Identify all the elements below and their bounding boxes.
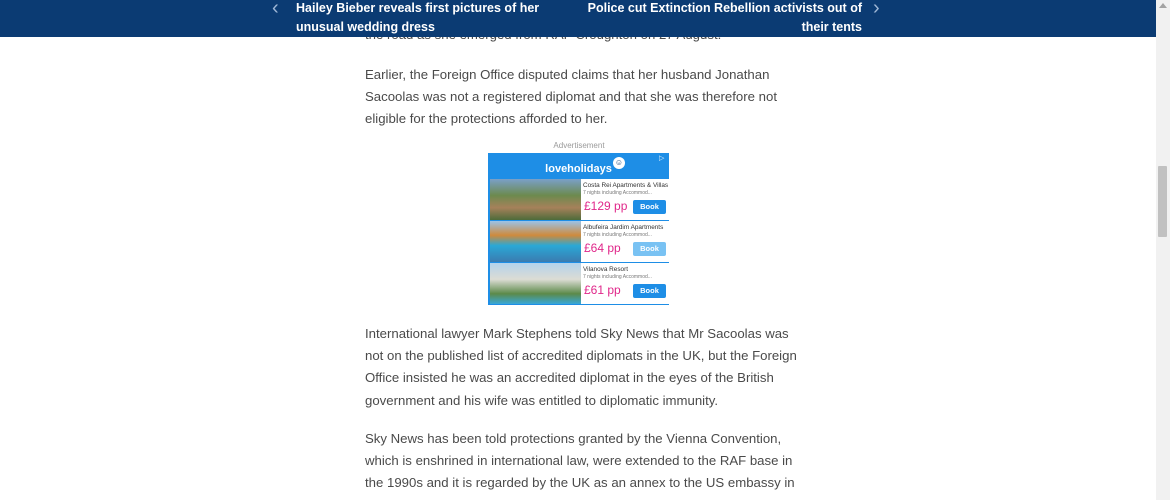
- offer-price: £129 pp: [584, 199, 628, 213]
- offer-price: £61 pp: [584, 283, 621, 297]
- article-paragraph: Sky News has been told protections granted by the Vienna Convention, which is enshrined in international law, were extended to the RAF base in the 1990s and it is regarded by the UK as an annex to the US embassy in: [365, 431, 795, 491]
- ad-offer[interactable]: [490, 179, 669, 220]
- ad-offer[interactable]: [490, 221, 669, 262]
- page-scrollbar[interactable]: [1156, 0, 1170, 500]
- article-paragraph: Earlier, the Foreign Office disputed claims that her husband Jonathan Sacoolas was not a registered diplomat and that she was therefore not eligible for the protections afforded to her.: [365, 67, 777, 127]
- scrollbar-thumb[interactable]: [1158, 166, 1167, 237]
- prev-story-link[interactable]: Hailey Bieber reveals first pictures of her unusual wedding dress: [296, 1, 540, 34]
- offer-name: Costa Rei Apartments & Villas: [583, 182, 669, 189]
- offer-name: Albufeira Jardim Apartments: [583, 224, 664, 231]
- related-stories-bar: [0, 0, 1156, 37]
- chevron-left-icon[interactable]: ‹: [272, 0, 279, 19]
- offer-details: 7 nights including Accommod...: [583, 274, 652, 280]
- hotel-image[interactable]: [490, 179, 581, 220]
- brand-badge-icon: ☺: [614, 158, 624, 167]
- scroll-up-icon[interactable]: [1159, 3, 1167, 8]
- article-paragraph: International lawyer Mark Stephens told Sky News that Mr Sacoolas was not on the published list of accredited diplomats in the UK, but the Foreign Office insisted he was an accredited diplomat in the eyes of the British government and his wife was entitled to diplomatic immunity.: [365, 326, 797, 408]
- adchoices-icon[interactable]: ▷: [659, 155, 665, 162]
- advertisement-banner[interactable]: [488, 153, 669, 305]
- book-button[interactable]: Book: [633, 242, 666, 256]
- offer-name: Vilanova Resort: [583, 266, 628, 273]
- offer-price: £64 pp: [584, 241, 621, 255]
- offer-details: 7 nights including Accommod...: [583, 232, 652, 238]
- ad-offer[interactable]: [490, 263, 669, 304]
- ad-brand-logo[interactable]: loveholidays: [545, 163, 612, 175]
- hotel-image[interactable]: [490, 221, 581, 262]
- offer-details: 7 nights including Accommod...: [583, 190, 652, 196]
- book-button[interactable]: Book: [633, 284, 666, 298]
- next-story-link[interactable]: Police cut Extinction Rebellion activists out of their tents: [587, 1, 862, 34]
- hotel-image[interactable]: [490, 263, 581, 304]
- chevron-right-icon[interactable]: ›: [873, 0, 880, 19]
- book-button[interactable]: Book: [633, 200, 666, 214]
- advertisement-label: Advertisement: [553, 141, 605, 150]
